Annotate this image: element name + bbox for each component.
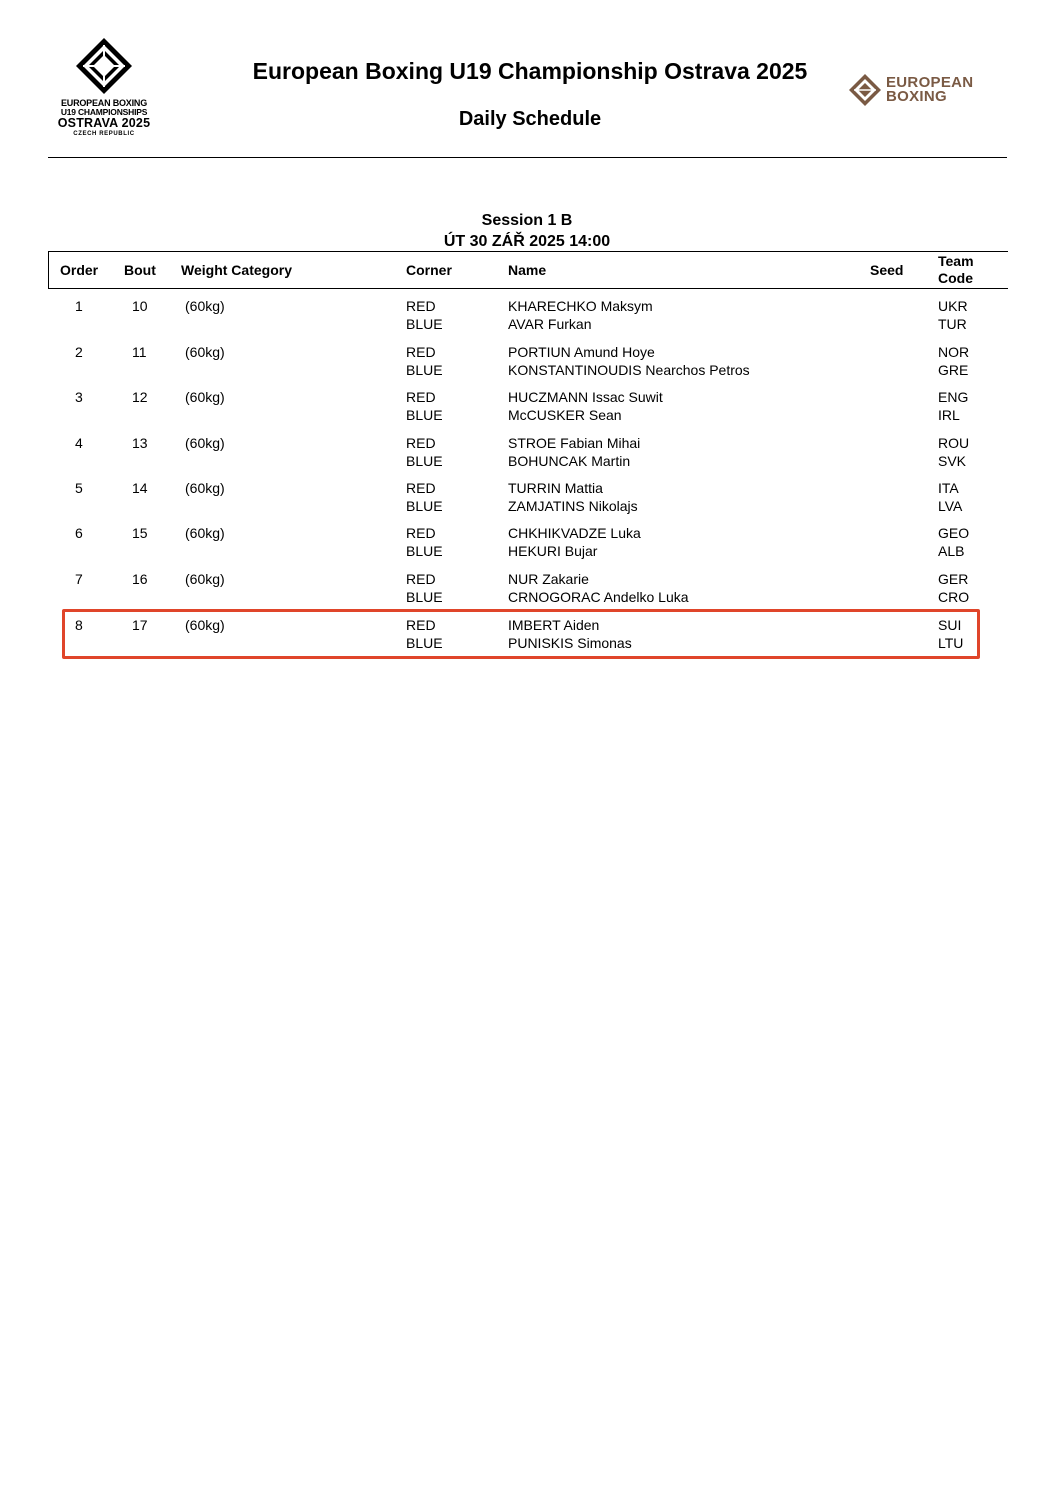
row-blue-name: ZAMJATINS Nikolajs	[508, 498, 638, 514]
row-bout: 17	[132, 617, 148, 633]
column-header-bout: Bout	[124, 262, 156, 278]
row-red-team: UKR	[938, 298, 968, 314]
row-blue-corner: BLUE	[406, 543, 443, 559]
document-subtitle: Daily Schedule	[458, 108, 602, 130]
european-boxing-emblem-icon	[848, 73, 882, 107]
session-date-time: ÚT 30 ZÁŘ 2025 14:00	[443, 233, 611, 250]
row-order: 2	[75, 344, 83, 360]
row-red-corner: RED	[406, 525, 436, 541]
row-weight-category: (60kg)	[185, 298, 225, 314]
row-order: 3	[75, 389, 83, 405]
row-blue-team: SVK	[938, 453, 967, 469]
row-red-team: ROU	[938, 435, 970, 451]
row-order: 6	[75, 525, 83, 541]
row-blue-team: LTU	[938, 635, 964, 651]
row-blue-team: ALB	[938, 543, 965, 559]
row-red-name: STROE Fabian Mihai	[508, 435, 641, 451]
table-header	[48, 251, 1008, 289]
row-bout: 16	[132, 571, 148, 587]
row-red-corner: RED	[406, 298, 436, 314]
row-red-team: ITA	[938, 480, 959, 496]
row-blue-name: AVAR Furkan	[508, 316, 592, 332]
row-blue-name: CRNOGORAC Andelko Luka	[508, 589, 689, 605]
row-blue-corner: BLUE	[406, 453, 443, 469]
table-row	[48, 297, 1007, 337]
row-red-name: HUCZMANN Issac Suwit	[508, 389, 663, 405]
highlighted-row-outline	[62, 609, 980, 659]
column-header-seed: Seed	[870, 262, 904, 278]
row-red-name: TURRIN Mattia	[508, 480, 603, 496]
row-weight-category: (60kg)	[185, 525, 225, 541]
table-row	[48, 479, 1007, 519]
row-weight-category: (60kg)	[185, 344, 225, 360]
european-boxing-logo-line1: EUROPEAN	[886, 74, 974, 91]
session-heading	[0, 210, 1054, 252]
row-red-corner: RED	[406, 344, 436, 360]
row-red-corner: RED	[406, 617, 436, 633]
row-weight-category: (60kg)	[185, 389, 225, 405]
row-weight-category: (60kg)	[185, 617, 225, 633]
logo-text-line2: U19 CHAMPIONSHIPS	[60, 107, 148, 117]
row-blue-corner: BLUE	[406, 362, 443, 378]
european-boxing-logo	[848, 73, 973, 107]
row-blue-name: HEKURI Bujar	[508, 543, 598, 559]
row-red-name: KHARECHKO Maksym	[508, 298, 653, 314]
row-blue-team: IRL	[938, 407, 960, 423]
row-red-name: NUR Zakarie	[508, 571, 589, 587]
row-blue-team: LVA	[938, 498, 963, 514]
logo-text-line1: EUROPEAN BOXING	[60, 98, 147, 108]
table-row	[48, 343, 1007, 383]
document-title: European Boxing U19 Championship Ostrava 2025	[252, 58, 808, 84]
boxing-ring-logo-icon	[74, 36, 134, 96]
row-order: 8	[75, 617, 83, 633]
row-blue-name: PUNISKIS Simonas	[508, 635, 632, 651]
column-header-name: Name	[508, 262, 547, 278]
row-red-corner: RED	[406, 480, 436, 496]
row-red-team: GEO	[938, 525, 970, 541]
row-weight-category: (60kg)	[185, 435, 225, 451]
column-header-order: Order	[60, 262, 99, 278]
column-header-weight-category: Weight Category	[181, 262, 292, 278]
row-bout: 15	[132, 525, 148, 541]
table-row	[48, 524, 1007, 564]
row-order: 5	[75, 480, 83, 496]
row-blue-name: KONSTANTINOUDIS Nearchos Petros	[508, 362, 750, 378]
row-order: 1	[75, 298, 83, 314]
row-blue-corner: BLUE	[406, 498, 443, 514]
row-blue-corner: BLUE	[406, 316, 443, 332]
row-red-team: GER	[938, 571, 969, 587]
row-order: 4	[75, 435, 83, 451]
table-row	[48, 388, 1007, 428]
row-bout: 12	[132, 389, 148, 405]
row-blue-name: McCUSKER Sean	[508, 407, 622, 423]
championship-logo	[48, 36, 160, 138]
row-blue-corner: BLUE	[406, 589, 443, 605]
column-header-team-code	[938, 253, 974, 287]
row-weight-category: (60kg)	[185, 571, 225, 587]
column-header-team-line2: Code	[938, 270, 973, 286]
column-header-corner: Corner	[406, 262, 452, 278]
row-bout: 14	[132, 480, 148, 496]
row-bout: 11	[132, 344, 147, 360]
logo-text-line4: CZECH REPUBLIC	[73, 131, 135, 137]
row-order: 7	[75, 571, 83, 587]
header-divider	[48, 157, 1007, 158]
row-red-team: ENG	[938, 389, 969, 405]
row-red-team: NOR	[938, 344, 970, 360]
row-red-corner: RED	[406, 435, 436, 451]
row-blue-team: TUR	[938, 316, 967, 332]
row-blue-name: BOHUNCAK Martin	[508, 453, 631, 469]
row-blue-corner: BLUE	[406, 635, 443, 651]
row-red-team: SUI	[938, 617, 962, 633]
row-red-name: CHKHIKVADZE Luka	[508, 525, 641, 541]
row-blue-corner: BLUE	[406, 407, 443, 423]
european-boxing-logo-line2: BOXING	[886, 88, 947, 105]
row-bout: 10	[132, 298, 148, 314]
row-red-corner: RED	[406, 571, 436, 587]
row-bout: 13	[132, 435, 148, 451]
row-blue-team: GRE	[938, 362, 969, 378]
row-red-corner: RED	[406, 389, 436, 405]
logo-text-line3: OSTRAVA 2025	[57, 116, 151, 130]
row-blue-team: CRO	[938, 589, 970, 605]
table-row	[48, 434, 1007, 474]
row-red-name: IMBERT Aiden	[508, 617, 600, 633]
session-name: Session 1 B	[481, 212, 573, 229]
column-header-team-line1: Team	[938, 253, 974, 269]
table-row	[48, 570, 1007, 610]
row-weight-category: (60kg)	[185, 480, 225, 496]
row-red-name: PORTIUN Amund Hoye	[508, 344, 655, 360]
